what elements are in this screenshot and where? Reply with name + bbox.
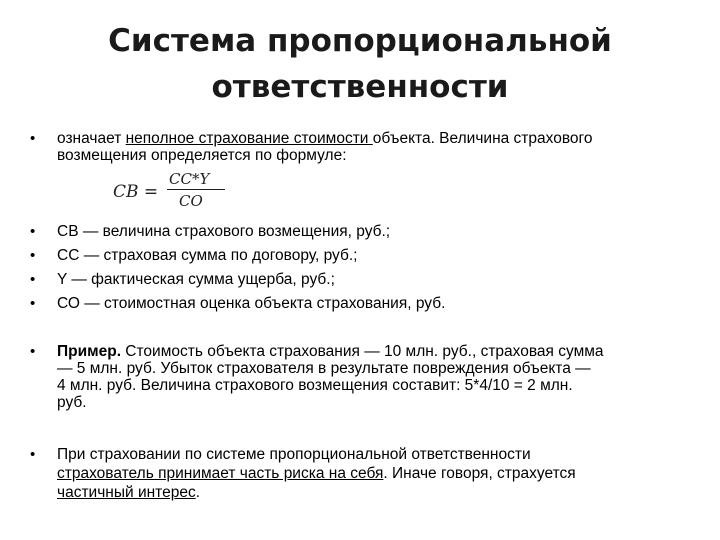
conclusion-underlined-1: страхователь принимает часть риска на себя: [57, 465, 384, 482]
title-line-1: Система пропорциональной: [108, 23, 612, 59]
formula: [113, 170, 263, 215]
intro-text-end: объекта. Величина страхового: [372, 130, 593, 147]
formula-lhs: CB =: [113, 182, 159, 202]
formula-denominator: CO: [179, 192, 203, 210]
definition-text: СО — стоимостная оценка объекта страхования, руб.: [57, 295, 446, 312]
bullet-icon: •: [30, 446, 36, 463]
title-line-2: ответственности: [211, 69, 509, 105]
bullet-icon: •: [30, 343, 36, 360]
example-line-4: руб.: [57, 394, 87, 411]
definition-text: СВ — величина страхового возмещения, руб.;: [57, 223, 391, 240]
conclusion-line-3: [57, 484, 697, 501]
example-line-3: 4 млн. руб. Величина страхового возмещения составит: 5*4/10 = 2 млн.: [57, 377, 573, 394]
conclusion-underlined-2: частичный интерес: [57, 484, 196, 501]
conclusion-line-2: [57, 465, 697, 482]
intro-underlined-text: неполное страхование стоимости: [125, 130, 373, 147]
example-line-2: — 5 млн. руб. Убыток страхователя в результате повреждения объекта —: [57, 360, 591, 377]
intro-text-start: означает: [57, 130, 126, 147]
fraction-bar: [167, 189, 225, 190]
intro-line-2: возмещения определяется по формуле:: [57, 147, 347, 164]
intro-line-1: [57, 130, 697, 147]
bullet-icon: •: [30, 271, 36, 288]
bullet-icon: •: [30, 130, 36, 147]
slide-title: [60, 18, 660, 110]
bullet-icon: •: [30, 247, 36, 264]
formula-numerator: CC*Y: [169, 170, 210, 188]
example-label: Пример.: [57, 343, 121, 360]
example-text: Стоимость объекта страхования — 10 млн. руб., страховая сумма: [121, 343, 604, 360]
definition-text: Y — фактическая сумма ущерба, руб.;: [57, 271, 335, 288]
example-line-1: [57, 343, 697, 360]
conclusion-mid: . Иначе говоря, страхуется: [383, 465, 576, 482]
conclusion-end: .: [195, 484, 201, 501]
bullet-icon: •: [30, 295, 36, 312]
definition-text: СС — страховая сумма по договору, руб.;: [57, 247, 358, 264]
conclusion-line-1: При страховании по системе пропорциональной ответственности: [57, 446, 531, 463]
bullet-icon: •: [30, 223, 36, 240]
